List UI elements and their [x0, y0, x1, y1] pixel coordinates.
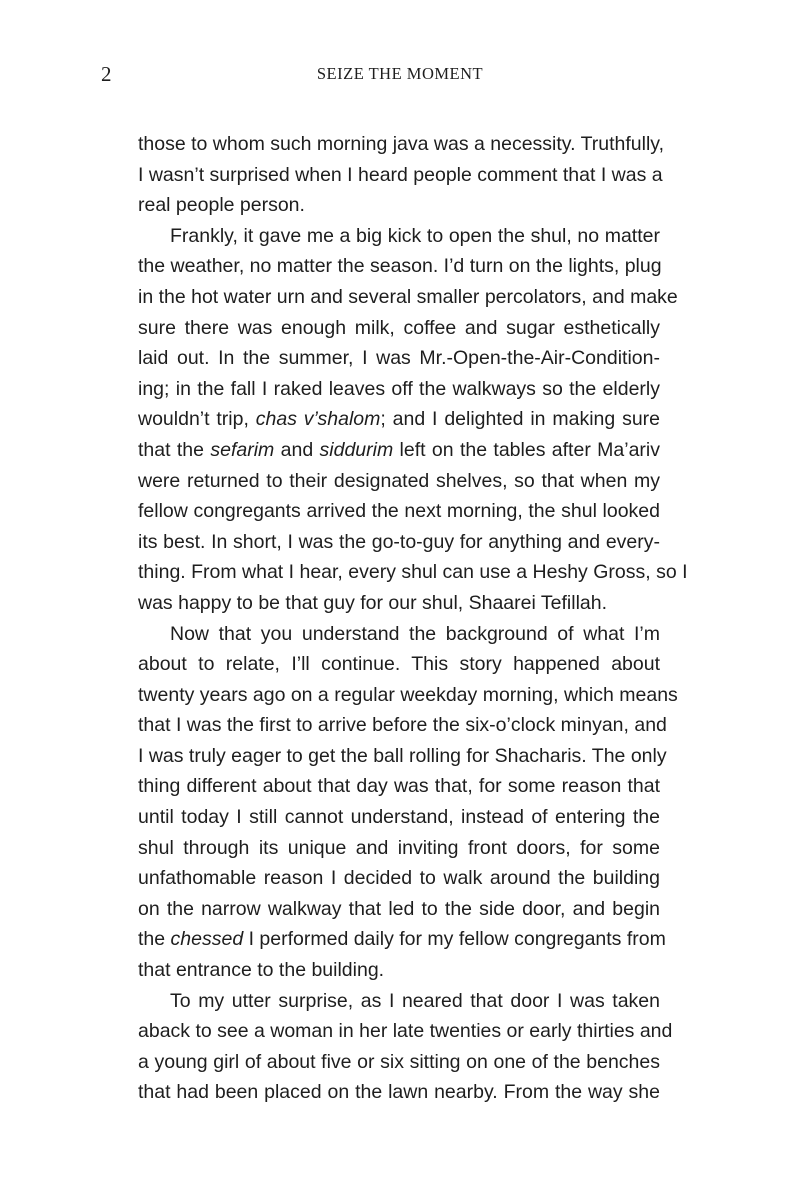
text-line: aback to see a woman in her late twenties or early thirties and — [138, 1020, 673, 1043]
italic-term: siddurim — [319, 438, 394, 461]
text-line: sure there was enough milk, coffee and sugar esthetically — [138, 316, 660, 339]
page-number: 2 — [101, 62, 112, 86]
text-line: twenty years ago on a regular weekday morning, which means — [138, 683, 678, 706]
text-line: ing; in the fall I raked leaves off the walkways so the elderly — [138, 377, 660, 400]
text-line: that entrance to the building. — [138, 959, 385, 982]
text-line: thing different about that day was that, for some reason that — [138, 775, 660, 798]
text-line: Now that you understand the background of what I’m — [170, 622, 660, 645]
text-line: in the hot water urn and several smaller percolators, and make — [138, 285, 678, 308]
italic-term: chas v’shalom — [255, 408, 381, 431]
running-head: SEIZE THE MOMENT — [316, 64, 484, 83]
text-line: shul through its unique and inviting front doors, for some — [138, 836, 660, 859]
text-line: about to relate, I’ll continue. This story happened about — [138, 653, 660, 676]
text-line: thing. From what I hear, every shul can use a Heshy Gross, so I — [138, 561, 688, 584]
italic-term: chessed — [170, 928, 244, 951]
text-line: I wasn’t surprised when I heard people comment that I was a — [138, 163, 663, 186]
text-line: the weather, no matter the season. I’d turn on the lights, plug — [138, 255, 662, 278]
text-line: real people person. — [138, 194, 305, 217]
text-line: those to whom such morning java was a necessity. Truthfully, — [138, 133, 665, 155]
text-line: on the narrow walkway that led to the side door, and begin — [138, 897, 660, 920]
text-line: unfathomable reason I decided to walk around the building — [138, 867, 660, 890]
text-line: its best. In short, I was the go-to-guy for anything and every- — [138, 530, 660, 553]
text-line: was happy to be that guy for our shul, Shaarei Tefillah. — [138, 591, 608, 614]
text-line: laid out. In the summer, I was Mr.-Open-the-Air-Condition- — [138, 347, 660, 370]
text-line: until today I still cannot understand, instead of entering the — [138, 806, 660, 829]
text-line: Frankly, it gave me a big kick to open the shul, no matter — [170, 224, 660, 247]
text-line: fellow congregants arrived the next morning, the shul looked — [138, 500, 660, 523]
text-line: that had been placed on the lawn nearby. From the way she — [138, 1081, 660, 1104]
text-line: a young girl of about five or six sitting on one of the benches — [138, 1050, 660, 1073]
text-line: were returned to their designated shelves, so that when my — [138, 469, 660, 492]
italic-term: sefarim — [210, 438, 275, 461]
text-line: I was truly eager to get the ball rolling for Shacharis. The only — [138, 744, 667, 767]
text-line: that the sefarim and siddurim left on the tables after Ma’ariv — [138, 438, 661, 461]
body-text — [138, 129, 688, 1108]
text-line: wouldn’t trip, chas v’shalom; and I delighted in making sure — [138, 408, 661, 431]
text-line: that I was the first to arrive before the six-o’clock minyan, and — [138, 714, 667, 737]
text-line: To my utter surprise, as I neared that door I was taken — [170, 989, 660, 1012]
text-line: the chessed I performed daily for my fellow congregants from — [138, 928, 666, 951]
